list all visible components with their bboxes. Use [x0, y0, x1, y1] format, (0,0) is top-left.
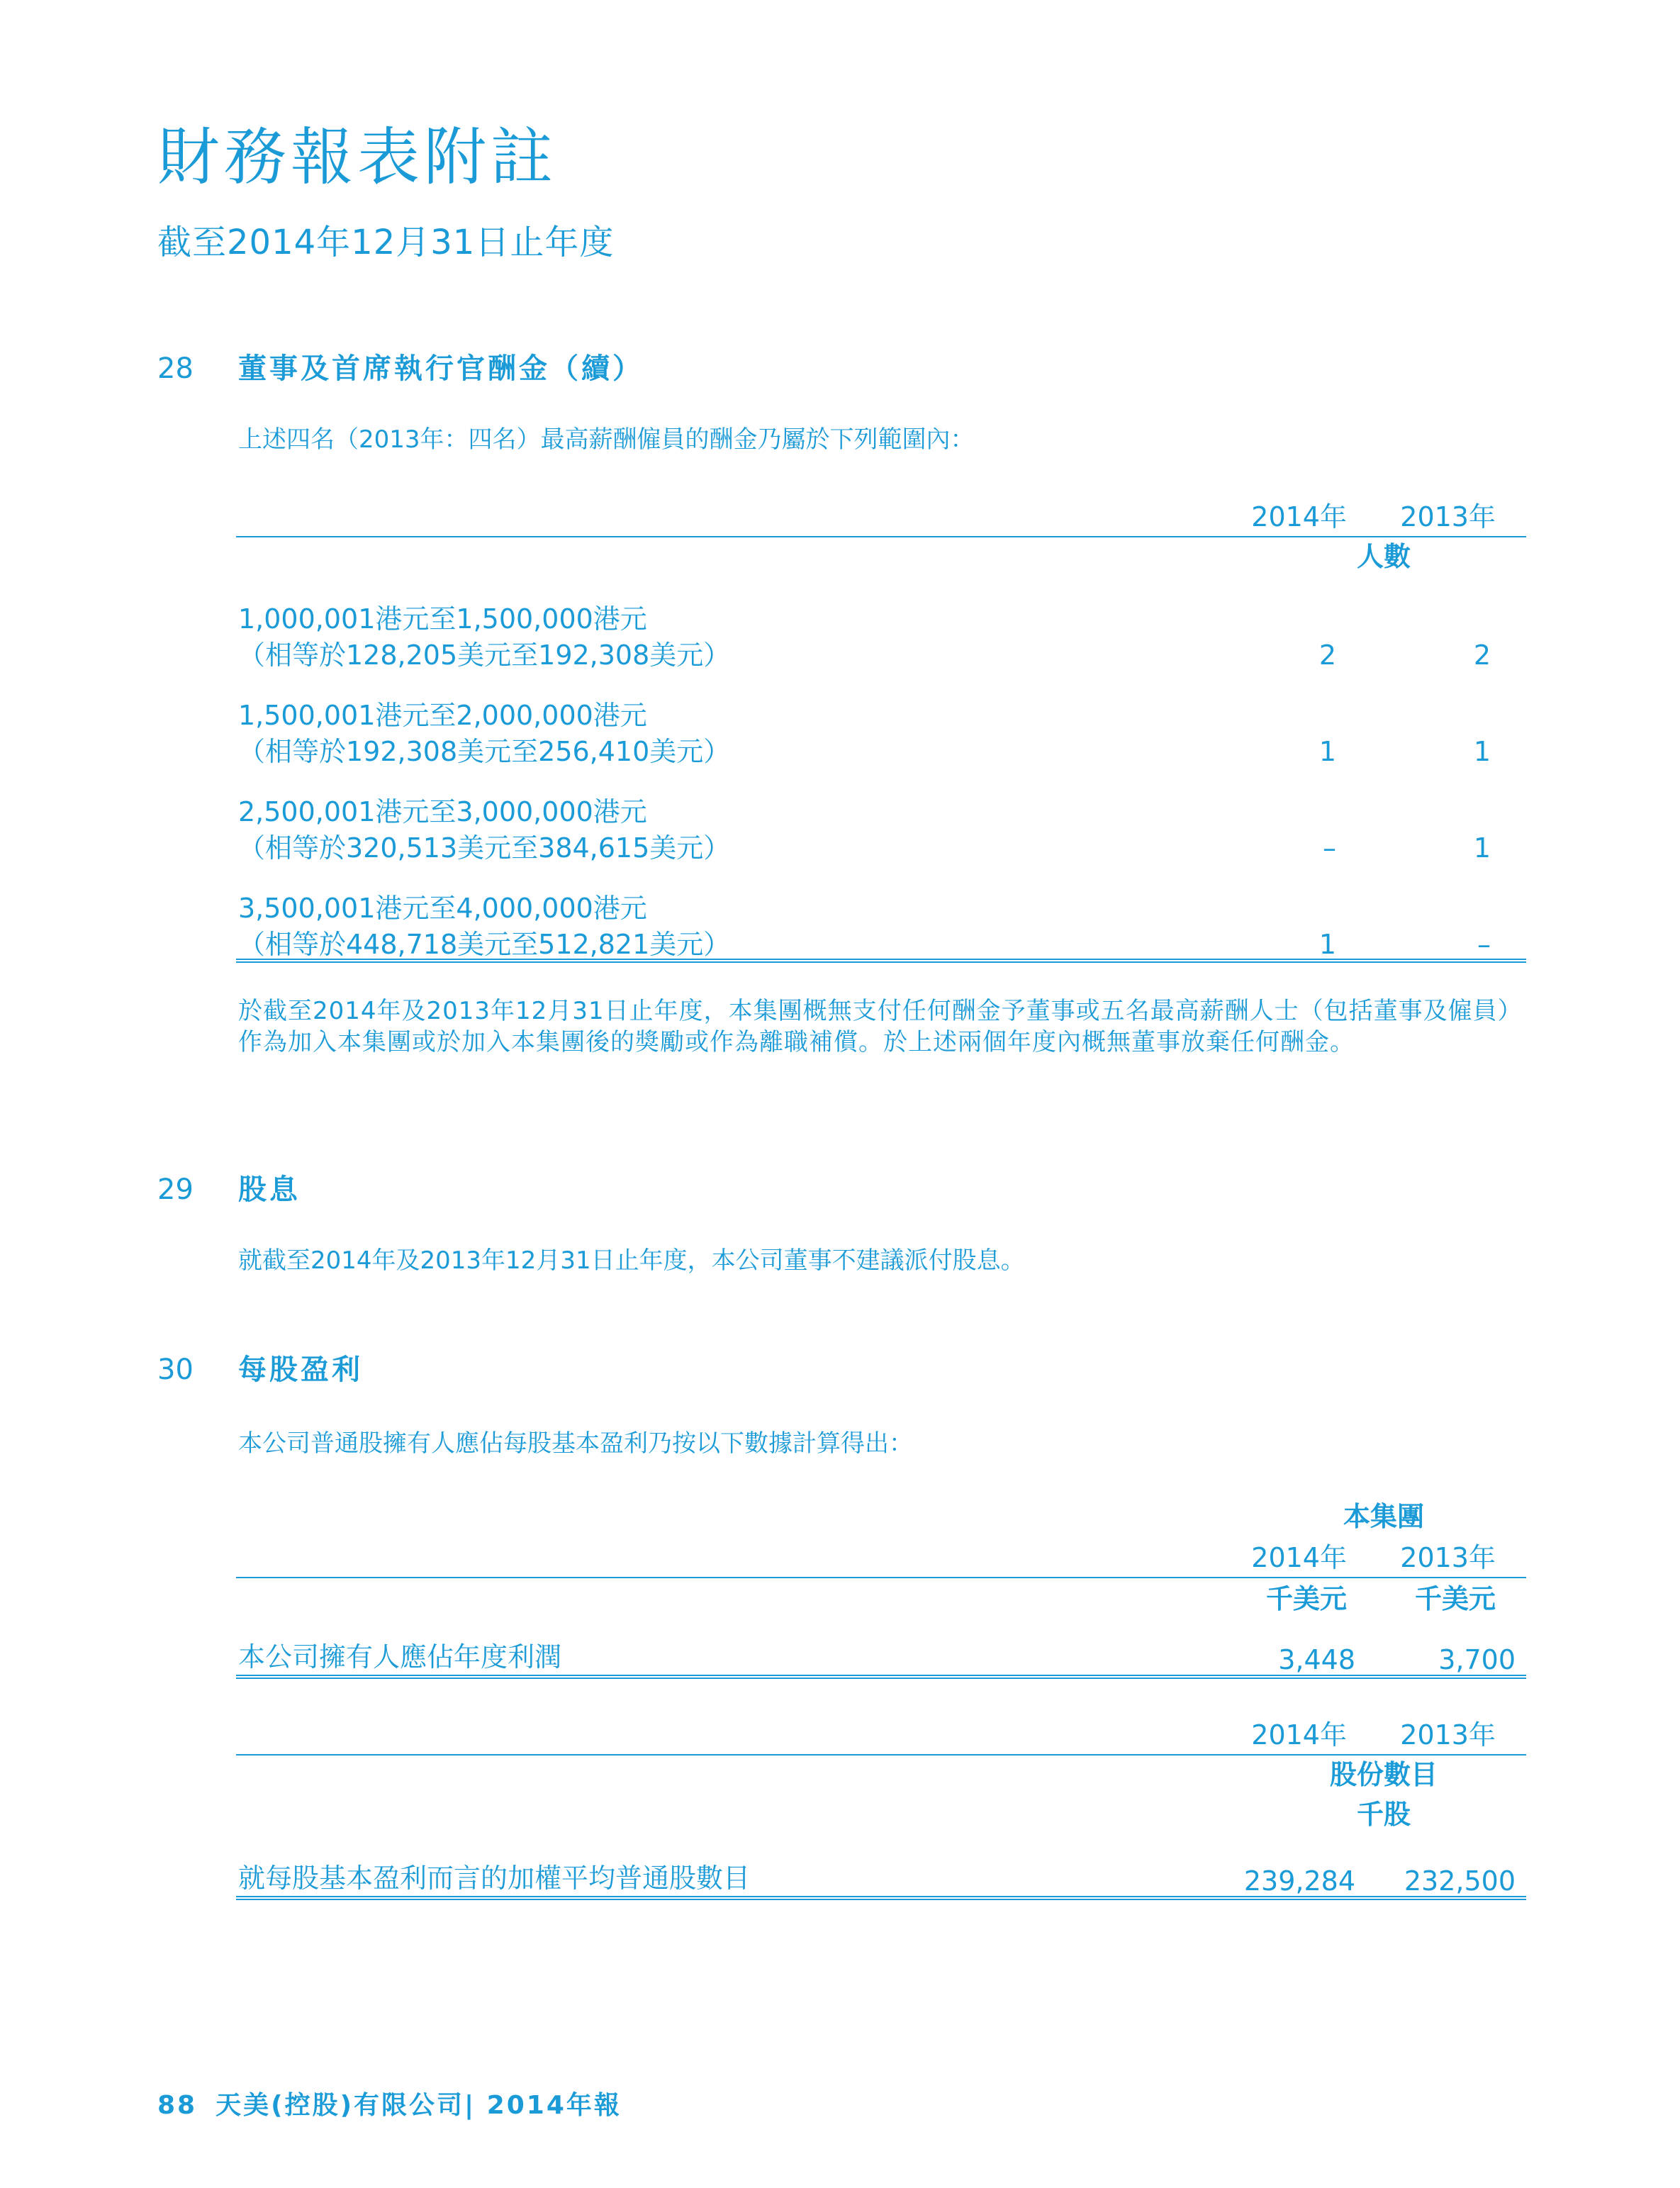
- table-double-rule: [236, 1675, 1526, 1679]
- unit-label: 股份數目: [1329, 1759, 1438, 1790]
- table-rule: [236, 536, 1526, 537]
- row-label-line1: 1,500,001港元至2,000,000港元: [238, 700, 647, 731]
- page-number: 88: [157, 2091, 198, 2120]
- note30-intro: 本公司普通股擁有人應佔每股基本盈利乃按以下數據計算得出：: [238, 1429, 913, 1458]
- table-cell-2014: 2: [1318, 640, 1336, 671]
- col-header-2013: 2013年: [1400, 501, 1496, 532]
- col-header-2014: 2014年: [1251, 1719, 1347, 1751]
- group-label: 本集團: [1343, 1501, 1424, 1532]
- table-cell-2013: 1: [1473, 832, 1491, 864]
- row-label-line1: 1,000,001港元至1,500,000港元: [238, 603, 647, 635]
- section-title-29: 股息: [238, 1173, 301, 1206]
- section-number-28: 28: [157, 352, 194, 385]
- table-row-label: [238, 891, 730, 964]
- table-cell-2014: 239,284: [1243, 1865, 1355, 1897]
- col-header-2014: 2014年: [1251, 1542, 1347, 1573]
- table-cell-2014: 3,448: [1278, 1644, 1355, 1675]
- section-title-28: 董事及首席執行官酬金（續）: [238, 352, 644, 385]
- row-label-line2: （相等於448,718美元至512,821美元）: [238, 929, 731, 961]
- table-row-label: 就每股基本盈利而言的加權平均普通股數目: [238, 1863, 751, 1894]
- table-cell-2013: 232,500: [1404, 1865, 1516, 1897]
- note28-paragraph: 於截至2014年及2013年12月31日止年度，本集團概無支付任何酬金予董事或五名最高薪酬人士（包括董事及僱員）作為加入本集團或於加入本集團後的獎勵或作為離職補償。於上述兩個年度內概無董事放棄任何酬金。: [238, 997, 1523, 1057]
- section-title-30: 每股盈利: [238, 1353, 363, 1386]
- row-label-line2: （相等於320,513美元至384,615美元）: [238, 832, 731, 864]
- section-number-29: 29: [157, 1173, 194, 1206]
- unit-label: 人數: [1356, 541, 1411, 572]
- table-cell-2014: –: [1323, 832, 1336, 864]
- table-cell-2014: 1: [1318, 736, 1336, 767]
- col-header-2014: 2014年: [1251, 501, 1347, 532]
- unit-label-2014: 千美元: [1265, 1583, 1347, 1614]
- unit-label-2013: 千美元: [1414, 1583, 1496, 1614]
- col-header-2013: 2013年: [1400, 1542, 1496, 1573]
- section-number-30: 30: [157, 1353, 194, 1386]
- table-cell-2013: –: [1477, 929, 1491, 960]
- footer-company: 天美(控股)有限公司| 2014年報: [215, 2091, 622, 2120]
- note29-paragraph: 就截至2014年及2013年12月31日止年度，本公司董事不建議派付股息。: [238, 1246, 1025, 1275]
- row-label-line2: （相等於128,205美元至192,308美元）: [238, 640, 731, 671]
- table-double-rule: [236, 959, 1526, 963]
- table-row-label: [238, 794, 730, 867]
- table-row-label: [238, 698, 730, 771]
- col-header-2013: 2013年: [1400, 1719, 1496, 1751]
- table-row-label: [238, 601, 730, 674]
- table-cell-2014: 1: [1318, 929, 1336, 960]
- row-label-line2: （相等於192,308美元至256,410美元）: [238, 736, 731, 768]
- table-row-label: 本公司擁有人應佔年度利潤: [238, 1641, 562, 1673]
- table-cell-2013: 2: [1473, 640, 1491, 671]
- table-cell-2013: 1: [1473, 736, 1491, 767]
- table-rule: [236, 1577, 1526, 1578]
- row-label-line1: 2,500,001港元至3,000,000港元: [238, 796, 647, 827]
- table-cell-2013: 3,700: [1438, 1644, 1516, 1675]
- note28-intro: 上述四名（2013年：四名）最高薪酬僱員的酬金乃屬於下列範圍內：: [238, 425, 975, 454]
- page-subtitle: 截至2014年12月31日止年度: [157, 223, 615, 262]
- page-title: 財務報表附註: [157, 121, 558, 194]
- footer: [157, 2093, 622, 2119]
- table-rule: [236, 1754, 1526, 1756]
- table-double-rule: [236, 1896, 1526, 1900]
- row-label-line1: 3,500,001港元至4,000,000港元: [238, 893, 647, 924]
- unit-label: 千股: [1356, 1799, 1411, 1830]
